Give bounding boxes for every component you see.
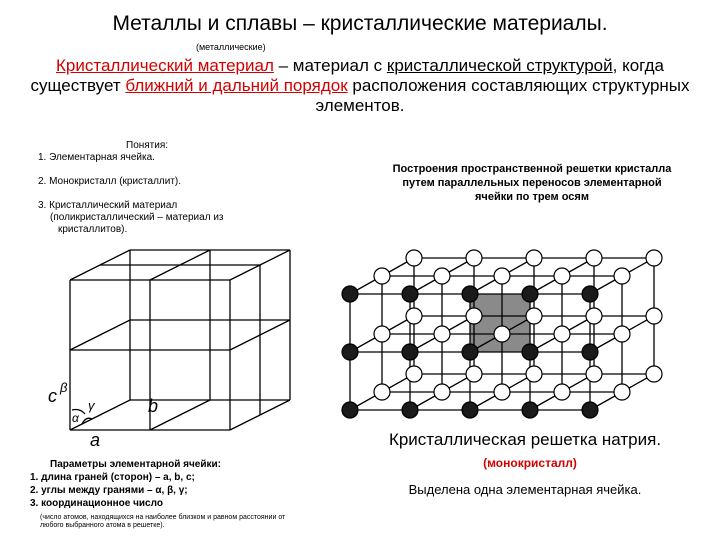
atom-dark bbox=[582, 402, 598, 418]
cell-label-a: a bbox=[90, 430, 101, 450]
atom-dark bbox=[462, 402, 478, 418]
monocrystal-caption: (монокристалл) bbox=[483, 456, 577, 470]
cell-label-beta: β bbox=[60, 380, 68, 395]
atom-light bbox=[434, 326, 450, 342]
unit-cell-diagram bbox=[30, 230, 330, 490]
params-line-1: 1. длина граней (сторон) – a, b, c; bbox=[30, 472, 195, 483]
atom-light bbox=[494, 268, 510, 284]
atom-light bbox=[586, 308, 602, 324]
atom-dark bbox=[402, 402, 418, 418]
atom-light bbox=[494, 384, 510, 400]
atom-dark bbox=[522, 286, 538, 302]
atom-light bbox=[494, 326, 510, 342]
concept-item-2: 2. Монокристалл (кристаллит). bbox=[38, 176, 182, 187]
atom-dark bbox=[402, 344, 418, 360]
atom-light bbox=[526, 366, 542, 382]
atom-light bbox=[614, 384, 630, 400]
atom-light bbox=[406, 366, 422, 382]
atom-light bbox=[646, 308, 662, 324]
atom-light bbox=[554, 384, 570, 400]
atom-dark bbox=[342, 286, 358, 302]
atom-light bbox=[434, 384, 450, 400]
lattice-build-caption: Построения пространственной решетки кристалла путем параллельных переносов элементарной ячейки по трем осям bbox=[392, 163, 672, 203]
params-line-3: 3. координационное число bbox=[30, 498, 163, 509]
atom-light bbox=[586, 250, 602, 266]
atom-light bbox=[466, 250, 482, 266]
params-note: (число атомов, находящихся на наиболее близком и равном расстоянии от любого выбранного атома в решетке). bbox=[40, 514, 286, 529]
atom-light bbox=[374, 268, 390, 284]
atom-light bbox=[406, 250, 422, 266]
concept-item-3-line3: кристаллитов). bbox=[58, 224, 128, 235]
atom-dark bbox=[522, 402, 538, 418]
selected-cell-caption: Выделена одна элементарная ячейка. bbox=[408, 482, 642, 497]
cell-label-b: b bbox=[148, 396, 159, 416]
concept-item-3: 3. Кристаллический материал bbox=[38, 200, 178, 211]
atom-light bbox=[646, 366, 662, 382]
page-subtitle: (металлические) bbox=[196, 42, 266, 52]
atom-dark bbox=[582, 286, 598, 302]
atom-light bbox=[374, 326, 390, 342]
atom-dark bbox=[342, 402, 358, 418]
params-heading: Параметры элементарной ячейки: bbox=[50, 459, 221, 470]
concept-item-3-line2: (поликристаллический – материал из bbox=[50, 212, 224, 223]
atom-light bbox=[434, 268, 450, 284]
cell-parameters bbox=[30, 458, 295, 530]
cell-label-alpha: α bbox=[72, 411, 79, 425]
params-line-2: 2. углы между гранями – α, β, γ; bbox=[30, 485, 188, 496]
definition-term: Кристаллический материал bbox=[56, 56, 274, 75]
atom-light bbox=[554, 268, 570, 284]
concepts-heading: Понятия: bbox=[126, 140, 169, 151]
page-title: Металлы и сплавы – кристаллические материалы. bbox=[112, 12, 608, 35]
atom-light bbox=[646, 250, 662, 266]
sodium-lattice-diagram bbox=[330, 220, 710, 450]
atom-light bbox=[526, 308, 542, 324]
atom-dark bbox=[402, 286, 418, 302]
atom-dark bbox=[462, 344, 478, 360]
concepts-list bbox=[38, 140, 298, 236]
atom-light bbox=[554, 326, 570, 342]
definition-link-structure: кристаллической структурой bbox=[386, 56, 613, 75]
unit-cell-lines bbox=[70, 250, 290, 430]
definition-text bbox=[30, 56, 690, 116]
atom-light bbox=[374, 384, 390, 400]
cell-label-c: c bbox=[48, 386, 57, 406]
atom-light bbox=[526, 250, 542, 266]
definition-dash: – материал с bbox=[273, 56, 387, 75]
cell-label-gamma: γ bbox=[88, 398, 95, 413]
sodium-lattice-caption: Кристаллическая решетка натрия. bbox=[388, 430, 662, 449]
definition-tail: расположения составляющих структурных элементов. bbox=[315, 76, 690, 115]
atom-dark bbox=[462, 286, 478, 302]
definition-mid: , когда существует bbox=[30, 56, 664, 95]
atom-light bbox=[586, 366, 602, 382]
atom-light bbox=[406, 308, 422, 324]
definition-link-order: ближний и дальний порядок bbox=[125, 76, 348, 95]
atom-light bbox=[466, 366, 482, 382]
atom-light bbox=[614, 268, 630, 284]
concept-item-1: 1. Элементарная ячейка. bbox=[38, 152, 155, 163]
atom-light bbox=[466, 308, 482, 324]
atom-dark bbox=[522, 344, 538, 360]
atom-dark bbox=[582, 344, 598, 360]
atom-light bbox=[614, 326, 630, 342]
atom-dark bbox=[342, 344, 358, 360]
